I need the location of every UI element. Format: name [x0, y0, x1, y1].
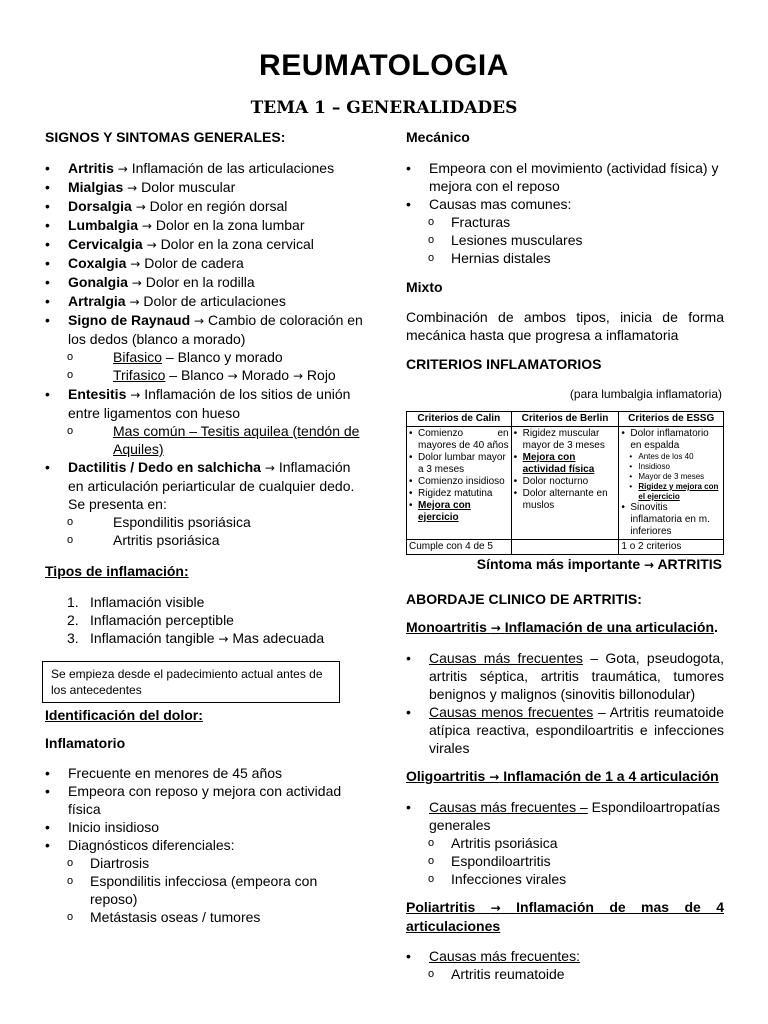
poliartritis-list	[406, 947, 724, 983]
table-header: Criterios de Berlin	[511, 412, 619, 427]
criterios-heading: CRITERIOS INFLAMATORIOS	[406, 356, 602, 372]
list-item: • Causas más frecuentes: o Artritis reumatoide	[406, 947, 724, 983]
sub-item: o Artritis reumatoide	[406, 965, 724, 983]
list-item-entesitis: • Entesitis → Inflamación de los sitios de unión entre ligamentos con hueso o Mas común – Tesitis aquilea (tendón de Aquiles)	[45, 385, 365, 458]
oligoartritis-heading: Oligoartritis → Inflamación de 1 a 4 articulación	[406, 768, 719, 784]
list-item: • Causas mas comunes: o Fracturas o Lesiones musculares o Hernias distales	[406, 195, 724, 267]
list-item: • Artritis → Inflamación de las articulaciones	[45, 159, 365, 178]
sub-item: o Artritis psoriásica	[406, 834, 724, 852]
tipos-list	[45, 593, 365, 648]
tipos-heading: Tipos de inflamación:	[45, 563, 189, 579]
list-item-dactilitis: • Dactilitis / Dedo en salchicha → Inflamación en articulación periarticular de cualquier dedo. Se presenta en: o Espondilitis psoriásica o Artritis psoriásica	[45, 458, 365, 549]
mixto-heading: Mixto	[406, 279, 443, 295]
table-header: Criterios de ESSG	[619, 412, 724, 427]
list-item-raynaud: • Signo de Raynaud → Cambio de coloración en los dedos (blanco a morado) o Bifasico – Blanco y morado o Trifasico – Blanco → Morado → Rojo	[45, 311, 365, 385]
list-item: • Coxalgia → Dolor de cadera	[45, 254, 365, 273]
sub-item: o Bifasico – Blanco y morado	[45, 348, 365, 366]
list-item: • Causas menos frecuentes – Artritis reumatoide atípica reactiva, espondiloartritis e infecciones virales	[406, 703, 724, 757]
sub-item: o Espondiloartritis	[406, 852, 724, 870]
list-item: • Cervicalgia → Dolor en la zona cervical	[45, 235, 365, 254]
sub-item: o Espondilitis infecciosa (empeora con reposo)	[45, 872, 365, 908]
table-cell-calin: • Comienzo en mayores de 40 años • Dolor lumbar mayor a 3 meses • Comienzo insidioso • Rigidez matutina • Mejora con ejercicio	[407, 427, 512, 540]
sub-item: o Espondilitis psoriásica	[45, 513, 365, 531]
table-footer-berlin	[511, 540, 619, 555]
sub-item: o Hernias distales	[406, 249, 724, 267]
criterios-table	[406, 411, 724, 555]
mecanico-heading: Mecánico	[406, 129, 470, 145]
page-subtitle: TEMA 1 – GENERALIDADES	[250, 98, 518, 118]
list-item: 2. Inflamación perceptible	[67, 612, 234, 628]
sub-item: o Trifasico – Blanco → Morado → Rojo	[45, 366, 365, 385]
list-item: • Artralgia → Dolor de articulaciones	[45, 292, 365, 311]
oligoartritis-list	[406, 798, 724, 888]
table-header: Criterios de Calin	[407, 412, 512, 427]
list-item: • Diagnósticos diferenciales: o Diartrosis o Espondilitis infecciosa (empeora con reposo) o Metástasis oseas / tumores	[45, 836, 365, 926]
list-item: • Frecuente en menores de 45 años	[45, 764, 365, 782]
mixto-text: Combinación de ambos tipos, inicia de forma mecánica hasta que progresa a inflamatoria	[406, 309, 724, 343]
list-item: • Gonalgia → Dolor en la rodilla	[45, 273, 365, 292]
note-box: Se empieza desde el padecimiento actual antes de los antecedentes	[42, 661, 340, 703]
list-item: • Causas más frecuentes – Gota, pseudogota, artritis séptica, artritis traumática, tumores benignos y malignos (sinovitis billonodular)	[406, 649, 724, 703]
sub-item: o Lesiones musculares	[406, 231, 724, 249]
table-footer-calin: Cumple con 4 de 5	[407, 540, 512, 555]
sub-item: o Metástasis oseas / tumores	[45, 908, 365, 926]
sub-item: o Artritis psoriásica	[45, 531, 365, 549]
table-cell-essg: • Dolor inflamatorio en espalda • Antes de los 40 • Insidioso • Mayor de 3 meses • Rigidez y mejora con el ejercicio • Sinovitis inflamatoria en m. inferiores	[619, 427, 724, 540]
poliartritis-heading: Poliartritis → Inflamación de mas de 4 articulaciones	[406, 899, 725, 934]
inflamatorio-heading: Inflamatorio	[45, 735, 126, 751]
right-column	[406, 128, 724, 983]
list-item: • Inicio insidioso	[45, 818, 365, 836]
mecanico-list	[406, 159, 724, 267]
signos-heading: SIGNOS Y SINTOMAS GENERALES:	[45, 129, 286, 145]
list-item: • Dorsalgia → Dolor en región dorsal	[45, 197, 365, 216]
abordaje-heading: ABORDAJE CLINICO DE ARTRITIS:	[406, 591, 642, 607]
list-item: • Mialgias → Dolor muscular	[45, 178, 365, 197]
left-column	[45, 128, 365, 926]
list-item: • Empeora con el movimiento (actividad física) y mejora con el reposo	[406, 159, 724, 195]
list-item: • Causas más frecuentes – Espondiloartropatías generales o Artritis psoriásica o Espondiloartritis o Infecciones virales	[406, 798, 724, 888]
identificacion-heading: Identificación del dolor:	[45, 707, 203, 723]
table-footer-essg: 1 o 2 criterios	[619, 540, 724, 555]
monoartritis-list	[406, 649, 724, 757]
sub-item: o Infecciones virales	[406, 870, 724, 888]
list-item: 1. Inflamación visible	[67, 594, 205, 610]
page-title: REUMATOLOGIA	[259, 49, 509, 82]
list-item: 3. Inflamación tangible → Mas adecuada	[67, 630, 325, 646]
monoartritis-heading: Monoartritis → Inflamación de una articulación.	[406, 619, 718, 635]
sub-item: o Fracturas	[406, 213, 724, 231]
inflamatorio-list	[45, 764, 365, 926]
list-item: • Empeora con reposo y mejora con actividad física	[45, 782, 365, 818]
sub-item: o Diartrosis	[45, 854, 365, 872]
criterios-note: (para lumbalgia inflamatoria)	[569, 387, 722, 401]
table-cell-berlin: • Rigidez muscular mayor de 3 meses • Mejora con actividad física • Dolor nocturno • Dolor alternante en muslos	[511, 427, 619, 540]
sintoma-line: Síntoma más importante → ARTRITIS	[476, 556, 722, 572]
signos-list	[45, 159, 365, 549]
list-item: • Lumbalgia → Dolor en la zona lumbar	[45, 216, 365, 235]
sub-item: o Mas común – Tesitis aquilea (tendón de Aquiles)	[45, 422, 365, 458]
